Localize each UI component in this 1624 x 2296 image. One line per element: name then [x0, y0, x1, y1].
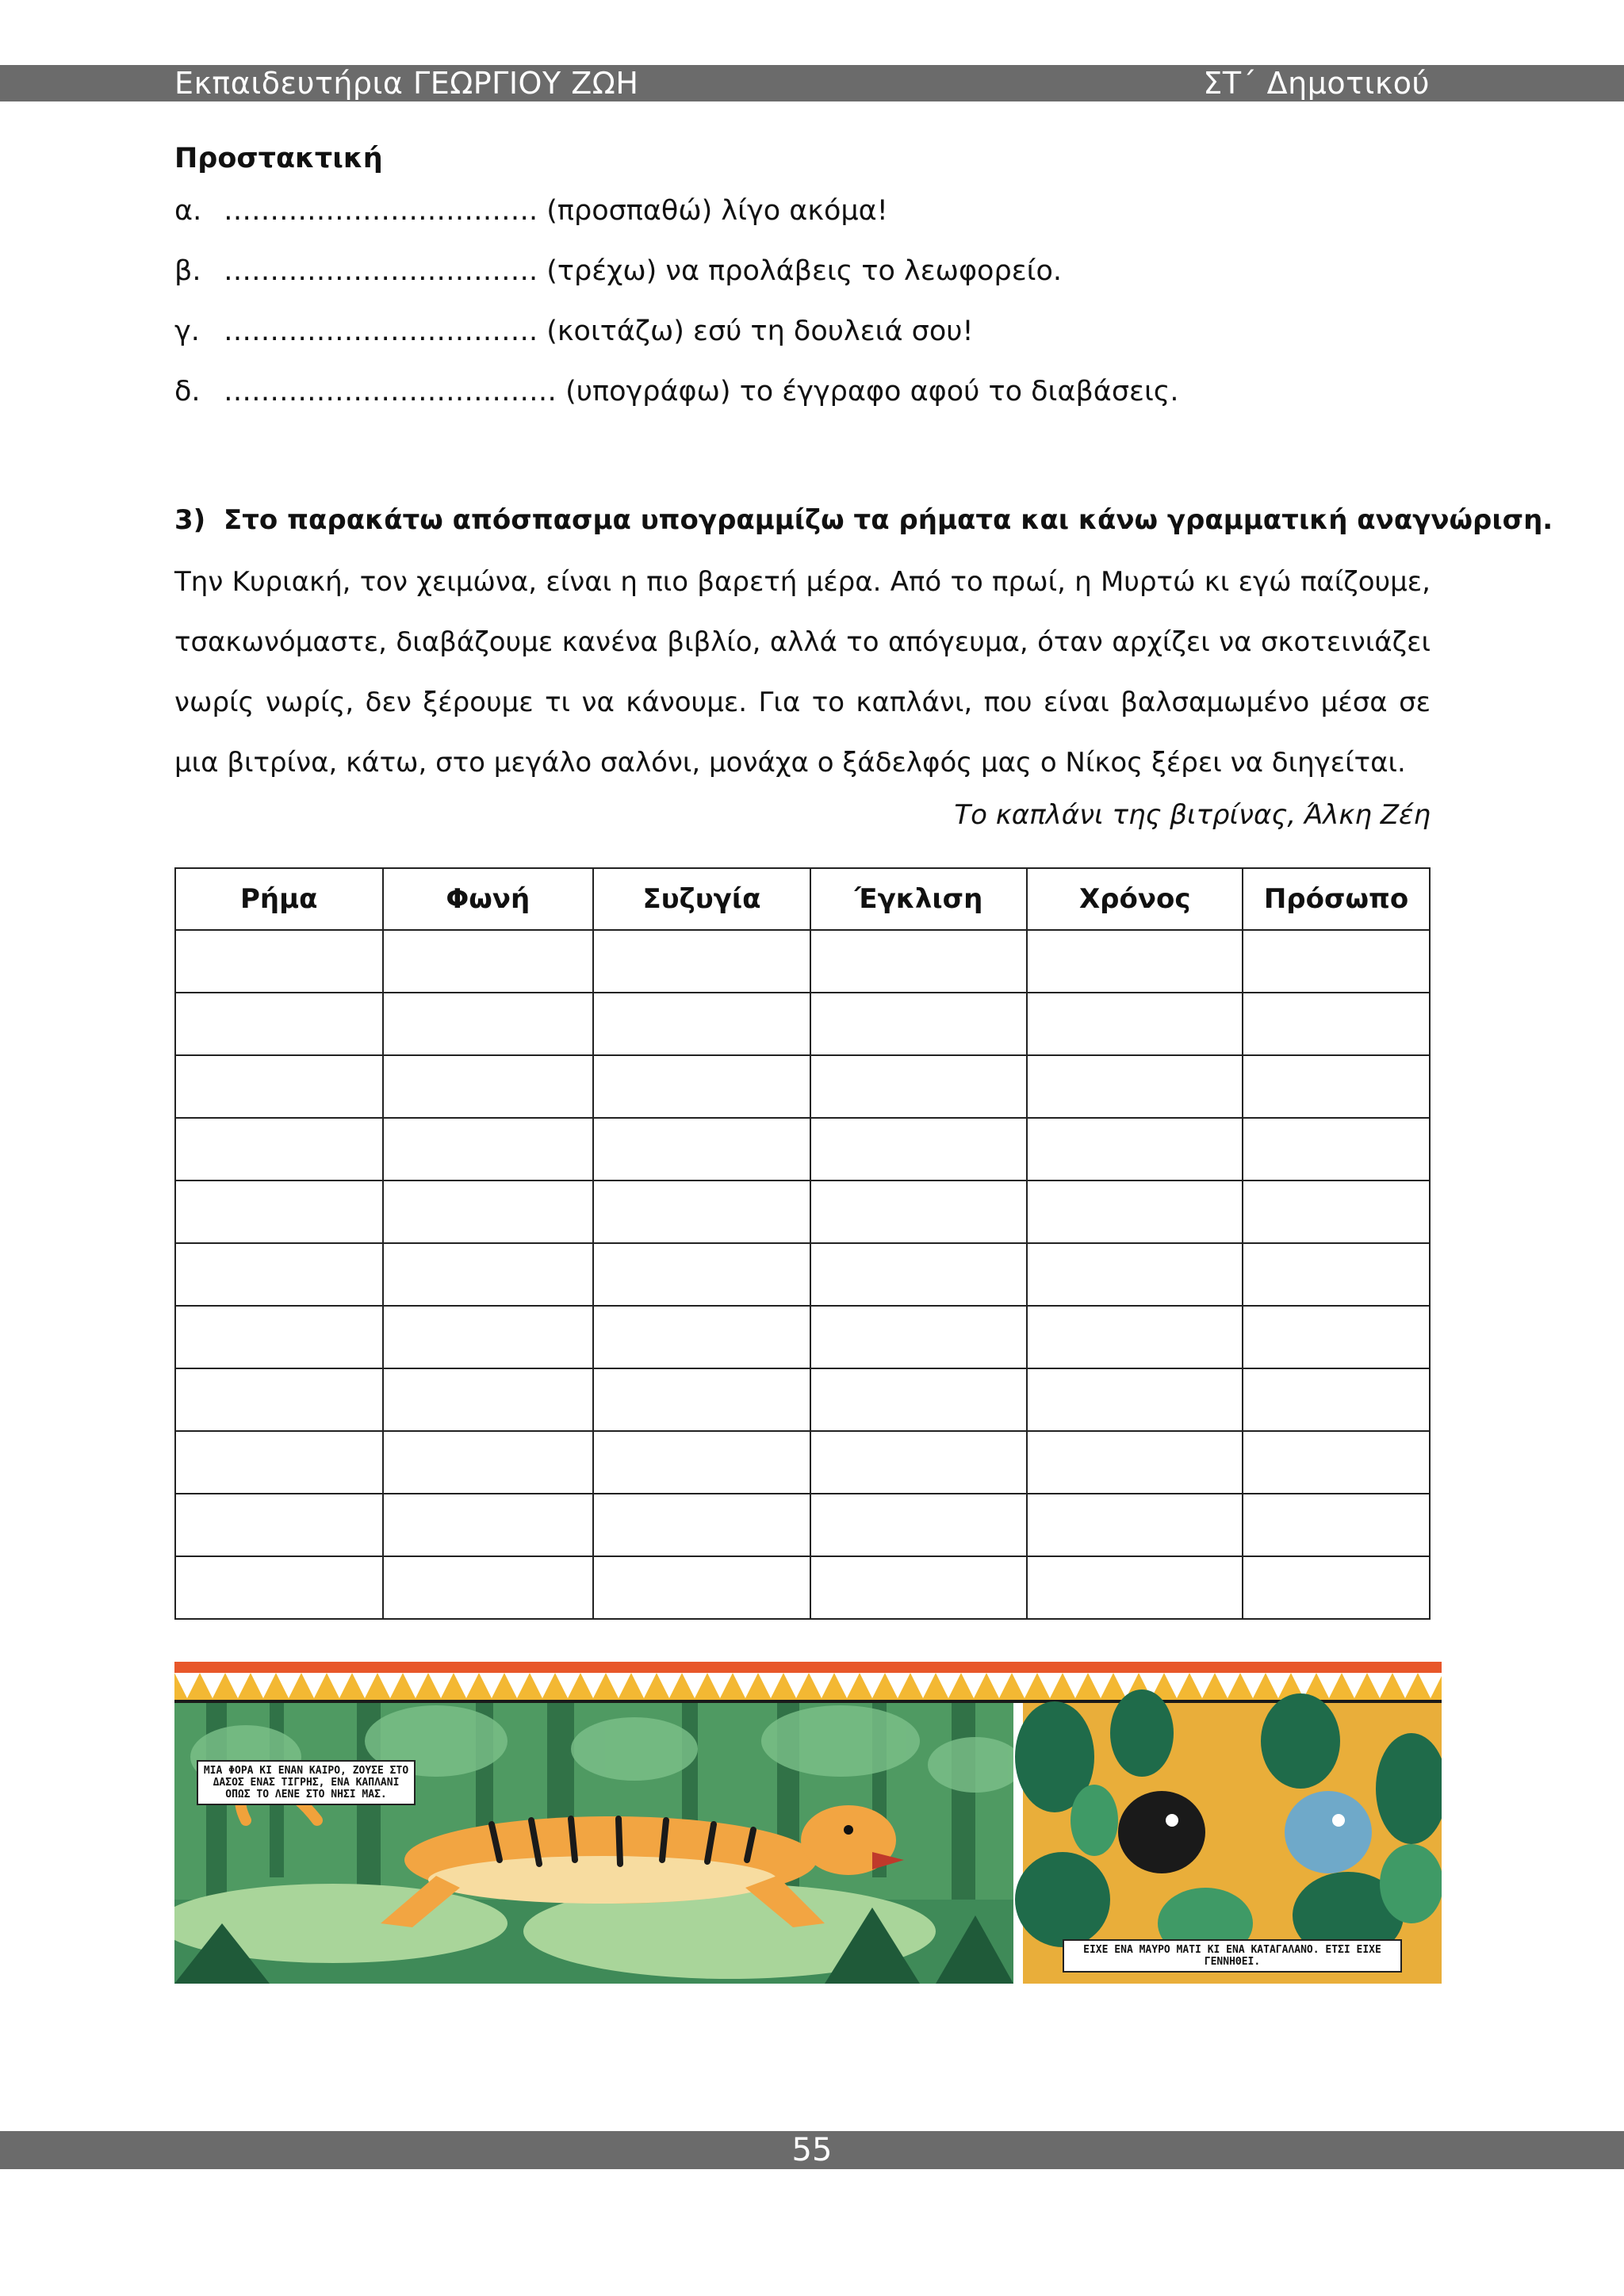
table-cell[interactable] [1027, 1181, 1243, 1243]
table-cell[interactable] [593, 1494, 810, 1556]
table-row [175, 1494, 1430, 1556]
passage-text: Την Κυριακή, τον χειμώνα, είναι η πιο βαρετή μέρα. Από το πρωί, η Μυρτώ κι εγώ παίζουμε, τσακωνόμαστε, διαβάζουμε κανένα βιβλίο, αλλά το απόγευμα, όταν αρχίζει να σκοτεινιάζει νωρίς νωρίς, δεν ξέρουμε τι να κάνουμε. Για το καπλάνι, που είναι βαλσαμωμένο μέσα σε μια βιτρίνα, κάτω, στο μεγάλο σαλόνι, μονάχα ο ξάδελφός μας ο Νίκος ξέρει να διηγείται. [174, 566, 1431, 779]
table-cell[interactable] [1243, 1431, 1430, 1494]
table-cell[interactable] [383, 993, 594, 1055]
table-cell[interactable] [1243, 1243, 1430, 1306]
page-header [0, 65, 1624, 101]
table-cell[interactable] [810, 930, 1028, 993]
table-cell[interactable] [175, 1118, 383, 1181]
header-verb: Ρήμα [175, 868, 383, 930]
table-cell[interactable] [1243, 1181, 1430, 1243]
exercise-3-title [174, 504, 1553, 552]
comic-illustration [174, 1662, 1442, 1984]
header-mood: Έγκλιση [810, 868, 1028, 930]
page-number: 55 [791, 2132, 833, 2168]
table-cell[interactable] [810, 1431, 1028, 1494]
item-text: ……………………………. (κοιτάζω) εσύ τη δουλειά σου! [224, 316, 974, 347]
exercise-instruction: Στο παρακάτω απόσπασμα υπογραμμίζω τα ρήματα και κάνω γραμματική αναγνώριση. [224, 504, 1553, 536]
table-cell[interactable] [1243, 1494, 1430, 1556]
item-letter: β. [174, 255, 201, 287]
header-tense: Χρόνος [1027, 868, 1243, 930]
table-cell[interactable] [383, 1118, 594, 1181]
table-cell[interactable] [175, 1055, 383, 1118]
table-cell[interactable] [593, 930, 810, 993]
table-cell[interactable] [175, 930, 383, 993]
table-cell[interactable] [383, 1306, 594, 1368]
table-cell[interactable] [175, 1243, 383, 1306]
table-cell[interactable] [383, 930, 594, 993]
table-cell[interactable] [1027, 1243, 1243, 1306]
table-cell[interactable] [1027, 1431, 1243, 1494]
item-text: ……………………………. (τρέχω) να προλάβεις το λεωφορείο. [224, 255, 1062, 287]
table-row [175, 1181, 1430, 1243]
table-cell[interactable] [1027, 1556, 1243, 1619]
table-cell[interactable] [175, 1494, 383, 1556]
table-cell[interactable] [810, 993, 1028, 1055]
table-cell[interactable] [383, 1368, 594, 1431]
table-cell[interactable] [175, 1368, 383, 1431]
table-cell[interactable] [175, 1556, 383, 1619]
imperative-section [174, 143, 1431, 431]
table-cell[interactable] [1243, 930, 1430, 993]
table-row [175, 1055, 1430, 1118]
table-cell[interactable] [1243, 1556, 1430, 1619]
table-cell[interactable] [593, 1556, 810, 1619]
table-cell[interactable] [383, 1055, 594, 1118]
grade-label: ΣΤ΄ Δημοτικού [1203, 66, 1430, 101]
table-cell[interactable] [1027, 1118, 1243, 1181]
passage-source: Το καπλάνι της βιτρίνας, Άλκη Ζέη [954, 799, 1431, 831]
page-footer [0, 2131, 1624, 2169]
item-letter: δ. [174, 376, 201, 408]
item-letter: γ. [174, 316, 200, 347]
table-cell[interactable] [175, 1431, 383, 1494]
table-row [175, 1118, 1430, 1181]
table-cell[interactable] [1243, 1306, 1430, 1368]
table-cell[interactable] [1027, 1368, 1243, 1431]
table-row [175, 993, 1430, 1055]
exercise-line [174, 311, 1431, 371]
table-cell[interactable] [810, 1306, 1028, 1368]
exercise-3 [174, 504, 1553, 837]
table-cell[interactable] [1027, 1494, 1243, 1556]
table-cell[interactable] [1027, 993, 1243, 1055]
exercise-number: 3) [174, 504, 206, 536]
table-cell[interactable] [175, 1181, 383, 1243]
grammar-table [174, 867, 1431, 1620]
table-cell[interactable] [593, 993, 810, 1055]
section-title: Προστακτική [174, 143, 383, 174]
table-cell[interactable] [593, 1306, 810, 1368]
table-cell[interactable] [810, 1181, 1028, 1243]
table-cell[interactable] [593, 1055, 810, 1118]
table-cell[interactable] [810, 1556, 1028, 1619]
header-conjugation: Συζυγία [593, 868, 810, 930]
table-cell[interactable] [383, 1181, 594, 1243]
table-cell[interactable] [593, 1368, 810, 1431]
table-cell[interactable] [175, 993, 383, 1055]
table-cell[interactable] [810, 1494, 1028, 1556]
table-cell[interactable] [810, 1118, 1028, 1181]
table-row [175, 1306, 1430, 1368]
table-row [175, 1556, 1430, 1619]
table-cell[interactable] [593, 1243, 810, 1306]
table-header-row [175, 868, 1430, 930]
table-cell[interactable] [810, 1368, 1028, 1431]
table-cell[interactable] [1243, 993, 1430, 1055]
item-text: ……………………………… (υπογράφω) το έγγραφο αφού το διαβάσεις. [224, 376, 1179, 408]
exercise-line [174, 190, 1431, 251]
exercise-line [174, 251, 1431, 311]
comic-strip-image [174, 1662, 1442, 1984]
table-cell[interactable] [175, 1306, 383, 1368]
table-cell[interactable] [1243, 1118, 1430, 1181]
exercise-line [174, 371, 1431, 431]
table-cell[interactable] [593, 1181, 810, 1243]
caption-right: ΕΙΧΕ ΕΝΑ ΜΑΥΡΟ ΜΑΤΙ ΚΙ ΕΝΑ ΚΑΤΑΓΑΛΑΝΟ. ΕΤΣΙ ΕΙΧΕ ΓΕΝΝΗΘΕΙ. [1063, 1939, 1402, 1973]
table-cell[interactable] [1243, 1368, 1430, 1431]
item-letter: α. [174, 195, 202, 227]
table-cell[interactable] [1243, 1055, 1430, 1118]
table-cell[interactable] [810, 1055, 1028, 1118]
table-cell[interactable] [1027, 930, 1243, 993]
table-cell[interactable] [1027, 1055, 1243, 1118]
header-voice: Φωνή [383, 868, 594, 930]
table-cell[interactable] [1027, 1306, 1243, 1368]
table-row [175, 1368, 1430, 1431]
table-cell[interactable] [383, 1243, 594, 1306]
header-person: Πρόσωπο [1243, 868, 1430, 930]
table-row [175, 1431, 1430, 1494]
school-name: Εκπαιδευτήρια ΓΕΩΡΓΙΟΥ ΖΩΗ [174, 66, 639, 101]
table-cell[interactable] [383, 1556, 594, 1619]
table-cell[interactable] [593, 1431, 810, 1494]
table-row [175, 1243, 1430, 1306]
table-cell[interactable] [383, 1494, 594, 1556]
table-row [175, 930, 1430, 993]
item-text: ……………………………. (προσπαθώ) λίγο ακόμα! [224, 195, 888, 227]
caption-left: ΜΙΑ ΦΟΡΑ ΚΙ ΕΝΑΝ ΚΑΙΡΟ, ΖΟΥΣΕ ΣΤΟ ΔΑΣΟΣ ΕΝΑΣ ΤΙΓΡΗΣ, ΕΝΑ ΚΑΠΛΑΝΙ ΟΠΩΣ ΤΟ ΛΕΝΕ ΣΤΟ ΝΗΣΙ ΜΑΣ. [197, 1760, 416, 1805]
table-cell[interactable] [593, 1118, 810, 1181]
table-cell[interactable] [810, 1243, 1028, 1306]
table-cell[interactable] [383, 1431, 594, 1494]
